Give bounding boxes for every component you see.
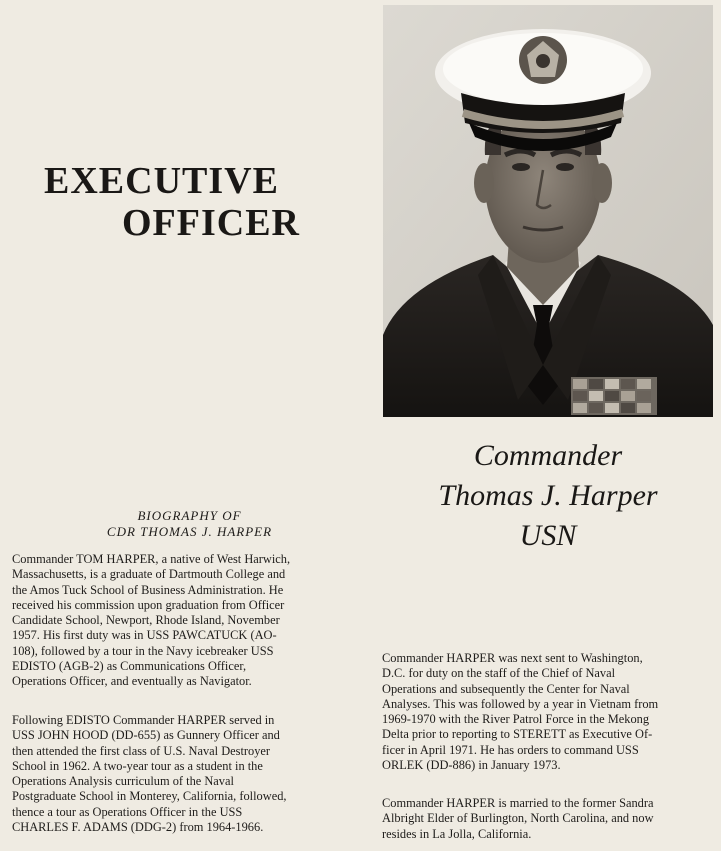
caption-name: Thomas J. Harper — [438, 479, 658, 512]
text-line: Candidate School, Newport, Rhode Island, November — [12, 613, 280, 628]
text-line: Operations Officer, and eventually as Navigator. — [12, 674, 252, 689]
text-line: ficer in April 1971. He has orders to command USS — [382, 742, 639, 757]
text-line: Albright Elder of Burlington, North Carolina, and now — [382, 811, 654, 826]
heading-line-2: OFFICER — [122, 202, 300, 244]
text-line: USS JOHN HOOD (DD-655) as Gunnery Officer and — [12, 728, 280, 743]
text-line: resides in La Jolla, California. — [382, 826, 532, 841]
ribbon-bar — [571, 377, 657, 415]
text-line: Operations Analysis curriculum of the Naval — [12, 774, 234, 789]
text-line: 108), followed by a tour in the Navy icebreaker USS — [12, 643, 274, 658]
text-line: Postgraduate School in Monterey, California, followed, — [12, 789, 287, 804]
text-line: received his commission upon graduation from Officer — [12, 597, 285, 612]
text-line: Commander HARPER was next sent to Washington, — [382, 651, 643, 665]
text-line: 1969-1970 with the River Patrol Force in the Mekong — [382, 712, 650, 727]
text-line: D.C. for duty on the staff of the Chief of Naval — [382, 666, 616, 681]
text-line: School in 1962. A two-year tour as a student in the — [12, 758, 263, 773]
text-line: ORLEK (DD-886) in January 1973. — [382, 758, 561, 773]
caption-rank: Commander — [473, 439, 623, 472]
biography-paragraph-4 — [382, 796, 712, 842]
text-line: Commander TOM HARPER, a native of West Harwich, — [12, 552, 291, 566]
caption-service: USN — [519, 519, 577, 552]
bio-title-line-1: BIOGRAPHY OF — [137, 508, 242, 523]
text-line: Massachusetts, is a graduate of Dartmouth College and — [12, 567, 286, 582]
bio-title-line-2: CDR THOMAS J. HARPER — [106, 524, 273, 539]
text-line: then attended the first class of U.S. Naval Destroyer — [12, 743, 271, 758]
biography-paragraph-3 — [382, 651, 712, 773]
page-heading — [44, 160, 324, 244]
biography-title — [12, 508, 367, 540]
portrait-photo — [383, 5, 713, 417]
heading-line-1: EXECUTIVE — [44, 160, 279, 202]
text-line: 1957. His first duty was in USS PAWCATUCK (AO- — [12, 628, 277, 643]
text-line: Commander HARPER is married to the former Sandra — [382, 796, 654, 810]
text-line: Analyses. This was followed by a year in Vietnam from — [382, 696, 659, 711]
text-line: Following EDISTO Commander HARPER served in — [12, 713, 275, 727]
text-line: Operations and subsequently the Center for Naval — [382, 681, 630, 696]
biography-paragraph-2 — [12, 713, 342, 835]
text-line: Delta prior to reporting to STERETT as Executive Of- — [382, 727, 653, 742]
text-line: CHARLES F. ADAMS (DDG-2) from 1964-1966. — [12, 820, 264, 835]
text-line: the Amos Tuck School of Business Administration. He — [12, 582, 284, 597]
text-line: EDISTO (AGB-2) as Communications Officer, — [12, 659, 247, 674]
text-line: thence a tour as Operations Officer in the USS — [12, 804, 243, 819]
officer-name-caption — [383, 436, 713, 556]
biography-paragraph-1 — [12, 552, 342, 690]
